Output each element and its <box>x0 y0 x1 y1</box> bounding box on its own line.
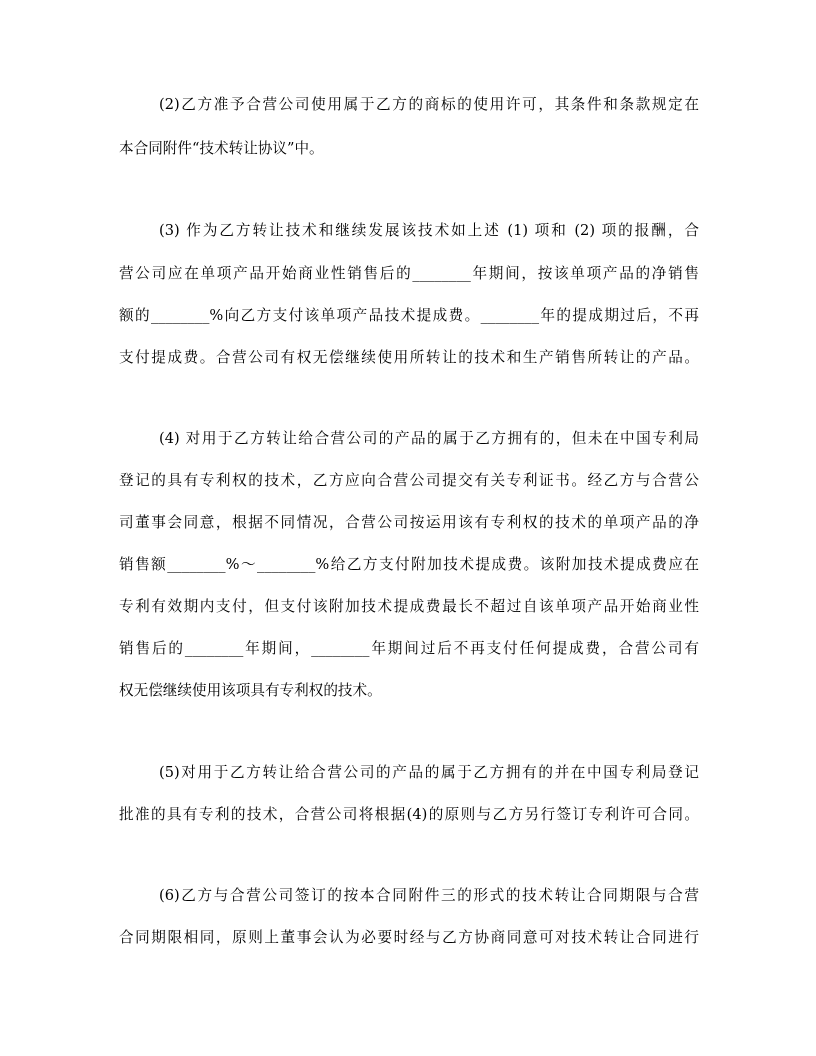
paragraph-line: (5)对用于乙方转让给合营公司的产品的属于乙方拥有的并在中国专利局登记 <box>159 764 699 781</box>
paragraph-line: 权无偿继续使用该项具有专利权的技术。 <box>119 682 382 699</box>
paragraph-line: (2)乙方准予合营公司使用属于乙方的商标的使用许可，其条件和条款规定在 <box>159 96 699 113</box>
paragraph-line: 登记的具有专利权的技术，乙方应向合营公司提交有关专利证书。经乙方与合营公 <box>119 472 699 489</box>
paragraph-line: 营公司应在单项产品开始商业性销售后的________年期间，按该单项产品的净销售 <box>119 265 699 282</box>
paragraph-line: 批准的具有专利的技术，合营公司将根据(4)的原则与乙方另行签订专利许可合同。 <box>119 806 699 823</box>
paragraph-line: 合同期限相同，原则上董事会认为必要时经与乙方协商同意可对技术转让合同进行 <box>119 929 699 946</box>
paragraph-line: 额的________%向乙方支付该单项产品技术提成费。________年的提成期过后，不再 <box>119 307 699 324</box>
paragraph-line: 销售额________%～________%给乙方支付附加技术提成费。该附加技术提成费应在 <box>119 556 699 573</box>
paragraph-line: 司董事会同意，根据不同情况，合营公司按运用该有专利权的技术的单项产品的净 <box>119 514 699 531</box>
paragraph-line: 本合同附件“技术转让协议”中。 <box>119 140 324 157</box>
paragraph-line: 销售后的________年期间，________年期间过后不再支付任何提成费，合营公司有 <box>119 640 699 657</box>
paragraph-line: 支付提成费。合营公司有权无偿继续使用所转让的技术和生产销售所转让的产品。 <box>119 349 699 366</box>
paragraph-line: (6)乙方与合营公司签订的按本合同附件三的形式的技术转让合同期限与合营 <box>159 887 699 904</box>
paragraph-line: (4) 对用于乙方转让给合营公司的产品的属于乙方拥有的，但未在中国专利局 <box>159 430 699 447</box>
paragraph-line: 专利有效期内支付，但支付该附加技术提成费最长不超过自该单项产品开始商业性 <box>119 598 699 615</box>
paragraph-line: (3) 作为乙方转让技术和继续发展该技术如上述 (1) 项和 (2) 项的报酬，合 <box>159 222 699 239</box>
